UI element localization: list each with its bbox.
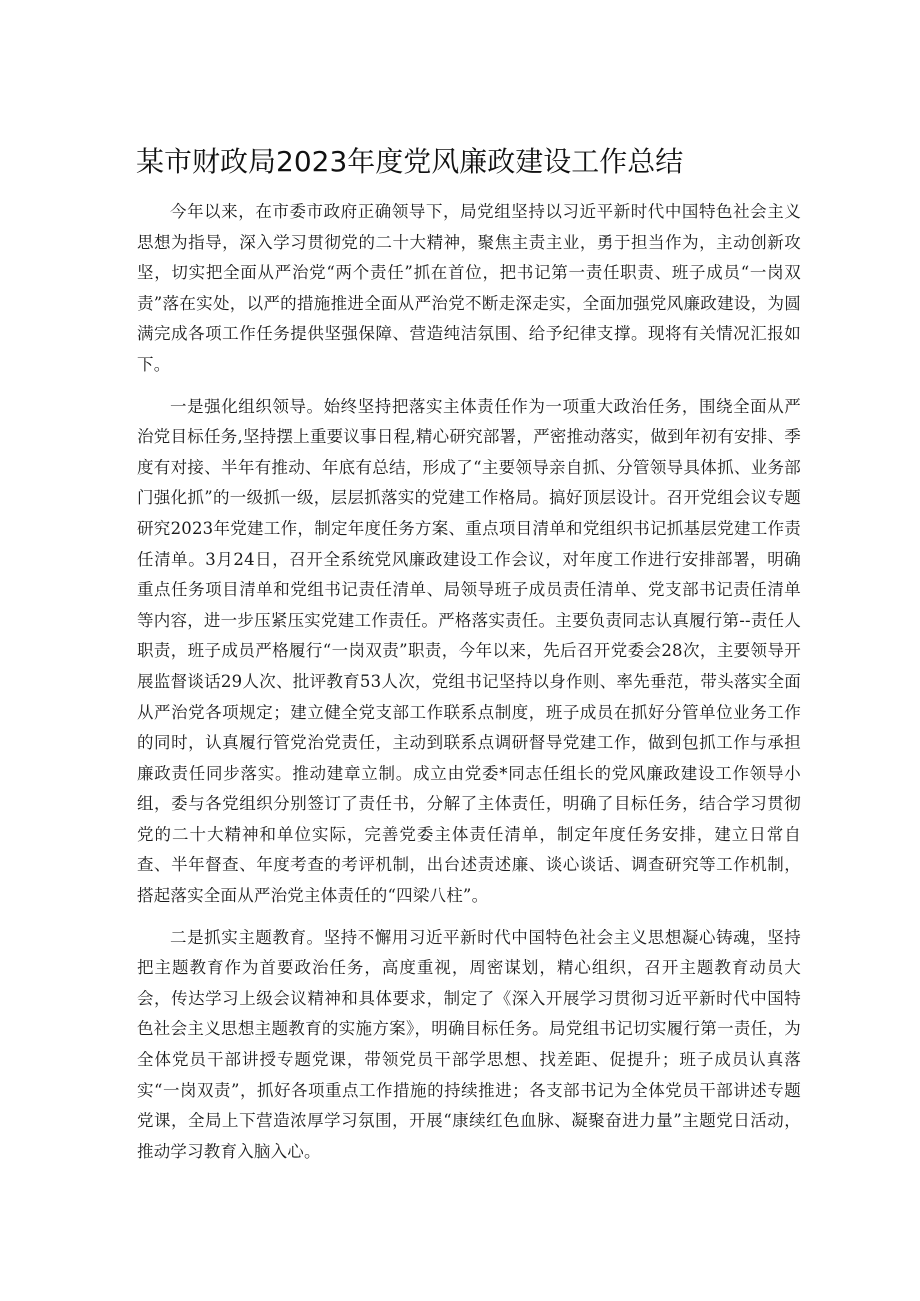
paragraph-theme-education: 二是抓实主题教育。坚持不懈用习近平新时代中国特色社会主义思想凝心铸魂，坚持把主题教育作为首要政治任务，高度重视，周密谋划，精心组织，召开主题教育动员大会，传达学习上级会议精神和具体要求，制定了《深入开展学习贯彻习近平新时代中国特色社会主义思想主题教育的实施方案》，明确目标任务。局党组书记切实履行第一责任，为全体党员干部讲授专题党课，带领党员干部学思想、找差距、促提升；班子成员认真落实“一岗双责”，抓好各项重点工作措施的持续推进；各支部书记为全体党员干部讲述专题党课，全局上下营造浓厚学习氛围，开展“康续红色血脉、凝聚奋进力量”主题党日活动，推动学习教育入脑入心。 xyxy=(137,927,801,1161)
document-title: 某市财政局2023年度党风廉政建设工作总结 xyxy=(136,145,684,178)
paragraph-organization-leadership: 一是强化组织领导。始终坚持把落实主体责任作为一项重大政治任务，围绕全面从严治党目标任务,坚持摆上重要议事日程,精心研究部署，严密推动落实，做到年初有安排、季度有对接、半年有推动、年底有总结，形成了“主要领导亲自抓、分管领导具体抓、业务部门强化抓”的一级抓一级，层层抓落实的党建工作格局。搞好顶层设计。召开党组会议专题研究2023年党建工作，制定年度任务方案、重点项目清单和党组织书记抓基层党建工作责任清单。3月24日，召开全系统党风廉政建设工作会议，对年度工作进行安排部署，明确重点任务项目清单和党组书记责任清单、局领导班子成员责任清单、党支部书记责任清单等内容，进一步压紧压实党建工作责任。严格落实责任。主要负责同志认真履行第--责任人职责，班子成员严格履行“一岗双责”职责，今年以来，先后召开党委会28次，主要领导开展监督谈话29人次、批评教育53人次，党组书记坚持以身作则、率先垂范，带头落实全面从严治党各项规定；建立健全党支部工作联系点制度，班子成员在抓好分管单位业务工作的同时，认真履行管党治党责任，主动到联系点调研督导党建工作，做到包抓工作与承担廉政责任同步落实。推动建章立制。成立由党委*同志任组长的党风廉政建设工作领导小组，委与各党组织分别签订了责任书，分解了主体责任，明确了目标任务，结合学习贯彻党的二十大精神和单位实际，完善党委主体责任清单，制定年度任务安排，建立日常自查、半年督查、年度考查的考评机制，出台述责述廉、谈心谈话、调查研究等工作机制，搭起落实全面从严治党主体责任的“四梁八柱”。 xyxy=(137,396,801,906)
document-body xyxy=(137,197,801,1178)
paragraph-intro: 今年以来，在市委市政府正确领导下，局党组坚持以习近平新时代中国特色社会主义思想为指导，深入学习贯彻党的二十大精神，聚焦主责主业，勇于担当作为，主动创新攻坚，切实把全面从严治党“两个责任”抓在首位，把书记第一责任职责、班子成员“一岗双责”落在实处，以严的措施推进全面从严治党不断走深走实，全面加强党风廉政建设，为圆满完成各项工作任务提供坚强保障、营造纯洁氛围、给予纪律支撑。现将有关情况汇报如下。 xyxy=(137,202,801,374)
